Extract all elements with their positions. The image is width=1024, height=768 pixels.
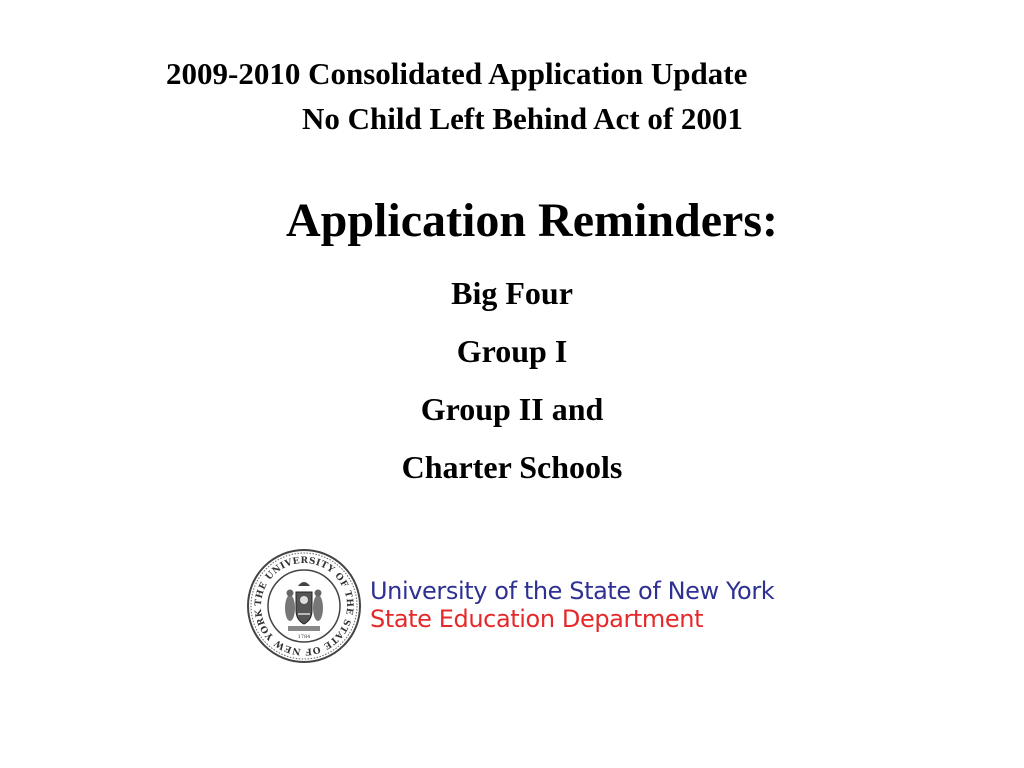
svg-text:1784: 1784 (297, 634, 311, 640)
state-seal-icon (246, 548, 362, 664)
group-item-group-i: Group I (456, 333, 568, 369)
slide-title-line-2: No Child Left Behind Act of 2001 (302, 101, 743, 136)
slide-heading: Application Reminders: (286, 194, 778, 247)
slide-title-line-1: 2009-2010 Consolidated Application Update (166, 56, 748, 91)
nysed-logo (246, 548, 816, 664)
group-item-group-ii: Group II and (420, 391, 604, 427)
group-item-big-four: Big Four (451, 275, 573, 311)
group-item-charter-schools: Charter Schools (401, 449, 623, 485)
org-name: University of the State of New York (370, 577, 775, 605)
seal-text: THE UNIVERSITY OF THE STATE OF NEW YORK (253, 555, 355, 657)
group-list (0, 264, 1024, 496)
dept-name: State Education Department (370, 605, 704, 633)
